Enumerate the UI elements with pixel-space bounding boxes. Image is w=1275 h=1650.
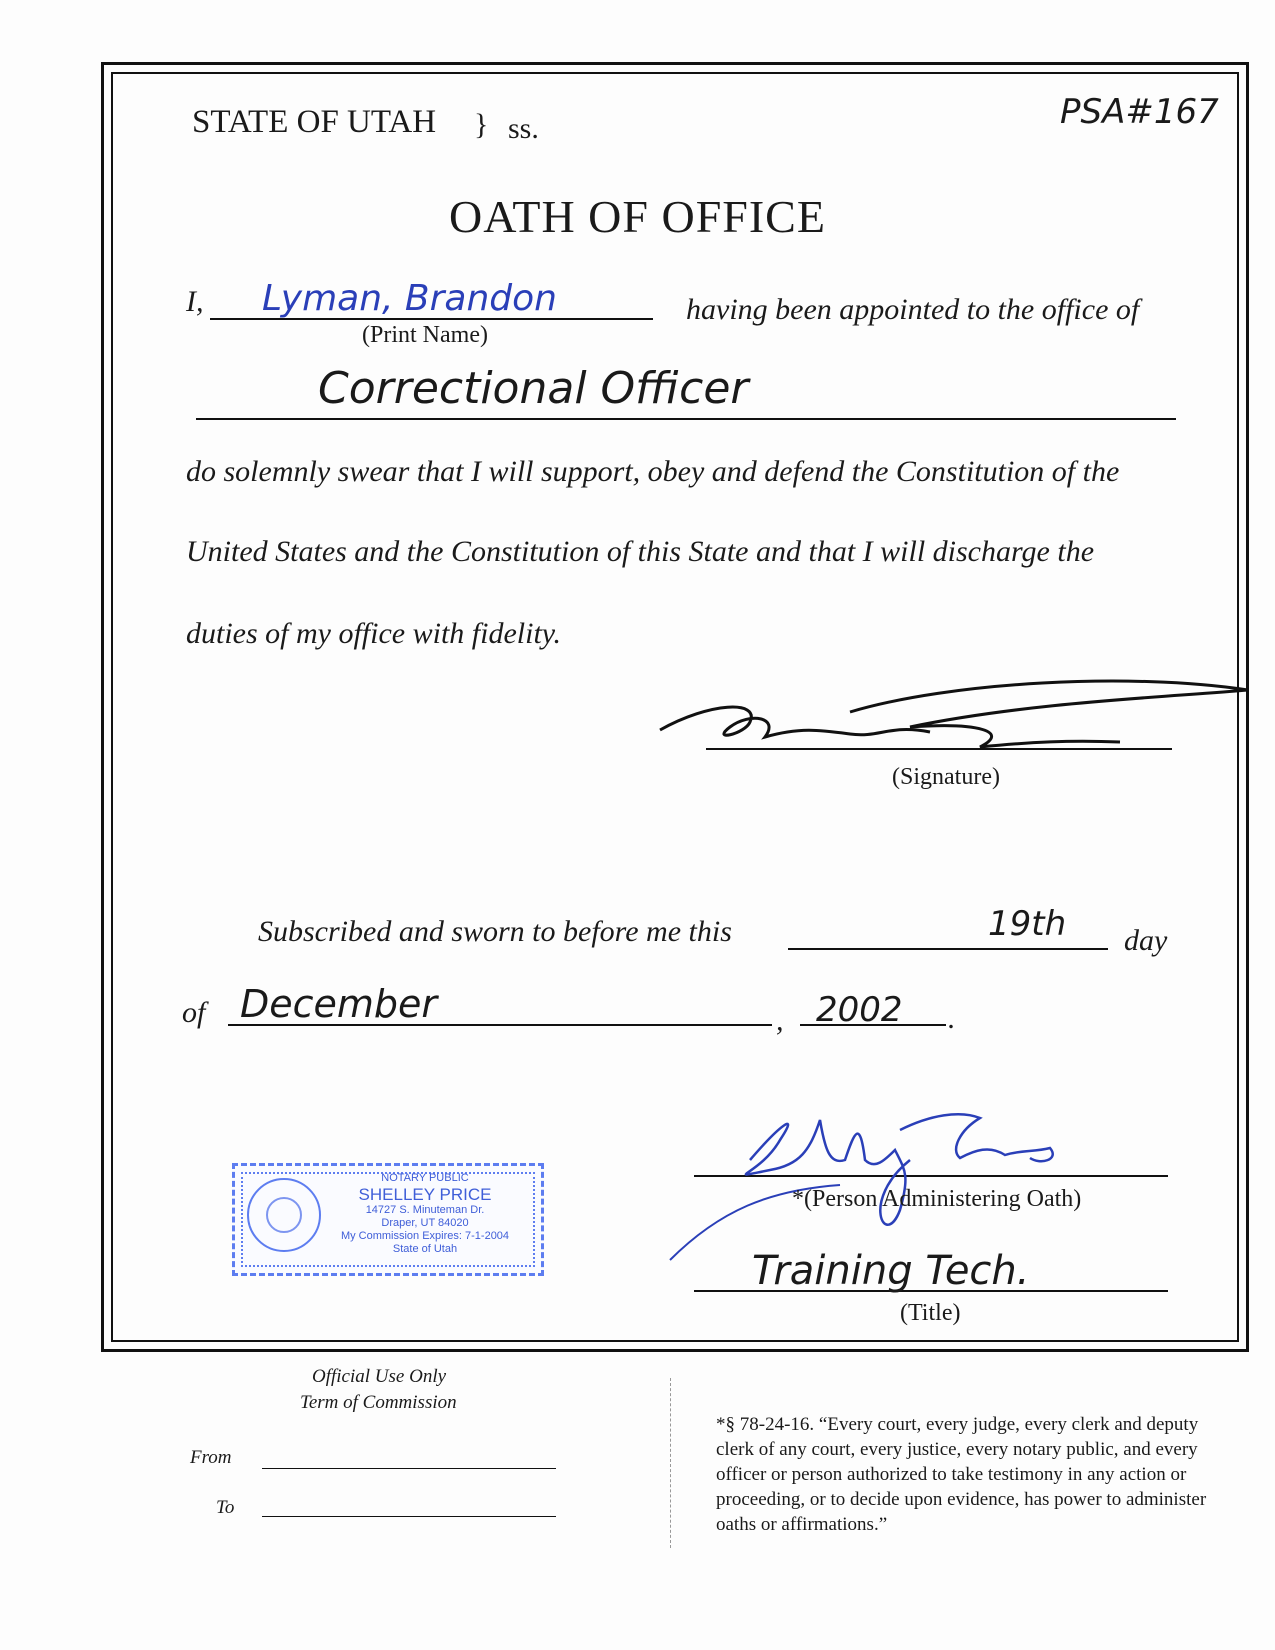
office-handwritten: Correctional Officer	[318, 363, 749, 414]
ss-label: ss.	[508, 112, 539, 145]
stamp-line3: 14727 S. Minuteman Dr.	[365, 1204, 485, 1216]
oath-paragraph-line1: do solemnly swear that I will support, obey and defend the Constitution of the	[186, 455, 1120, 488]
brace-symbol: }	[474, 108, 489, 141]
to-line	[262, 1516, 556, 1517]
from-line	[262, 1468, 556, 1469]
section-divider	[670, 1378, 671, 1548]
to-label: To	[216, 1497, 235, 1518]
state-seal-icon	[247, 1178, 321, 1252]
day-label: day	[1124, 924, 1168, 957]
day-line	[788, 948, 1108, 950]
from-label: From	[190, 1447, 232, 1468]
term-of-commission-heading: Term of Commission	[300, 1392, 457, 1413]
statute-footnote: *§ 78-24-16. “Every court, every judge, every clerk and deputy clerk of any court, every justice, every notary public, and every officer or person authorized to take testimony in any action or proceeding, or to decide upon evidence, has power to administer oaths or affirmations.”	[716, 1414, 1207, 1535]
subscribed-text: Subscribed and sworn to before me this	[258, 915, 732, 948]
stamp-line4: Draper, UT 84020	[381, 1217, 469, 1229]
appointed-text: having been appointed to the office of	[686, 293, 1140, 326]
administrator-label: *(Person Administering Oath)	[792, 1186, 1082, 1212]
stamp-line2: SHELLEY PRICE	[358, 1185, 492, 1204]
of-label: of	[182, 996, 206, 1029]
reference-number: PSA#167	[1060, 92, 1219, 132]
period: .	[948, 1002, 956, 1035]
year-handwritten: 2002	[816, 990, 903, 1030]
name-handwritten: Lyman, Brandon	[262, 278, 557, 319]
administrator-signature	[660, 1090, 1090, 1270]
document-title: OATH OF OFFICE	[449, 191, 826, 242]
title-label: (Title)	[900, 1300, 961, 1326]
stamp-line1: NOTARY PUBLIC	[381, 1172, 469, 1184]
day-handwritten: 19th	[988, 904, 1067, 944]
state-heading: STATE OF UTAH	[192, 104, 437, 140]
oath-paragraph-line3: duties of my office with fidelity.	[186, 617, 561, 650]
i-prefix: I,	[186, 285, 204, 318]
office-line	[196, 418, 1176, 420]
official-use-heading: Official Use Only	[312, 1366, 447, 1387]
stamp-line6: State of Utah	[392, 1243, 458, 1255]
title-handwritten: Training Tech.	[752, 1248, 1030, 1294]
signature-label: (Signature)	[892, 764, 1000, 790]
comma: ,	[776, 1004, 784, 1037]
name-label: (Print Name)	[362, 322, 488, 348]
stamp-line5: My Commission Expires: 7-1-2004	[340, 1230, 510, 1242]
month-handwritten: December	[240, 982, 438, 1026]
notary-stamp	[232, 1163, 544, 1276]
oath-paragraph-line2: United States and the Constitution of this State and that I will discharge the	[186, 535, 1095, 568]
